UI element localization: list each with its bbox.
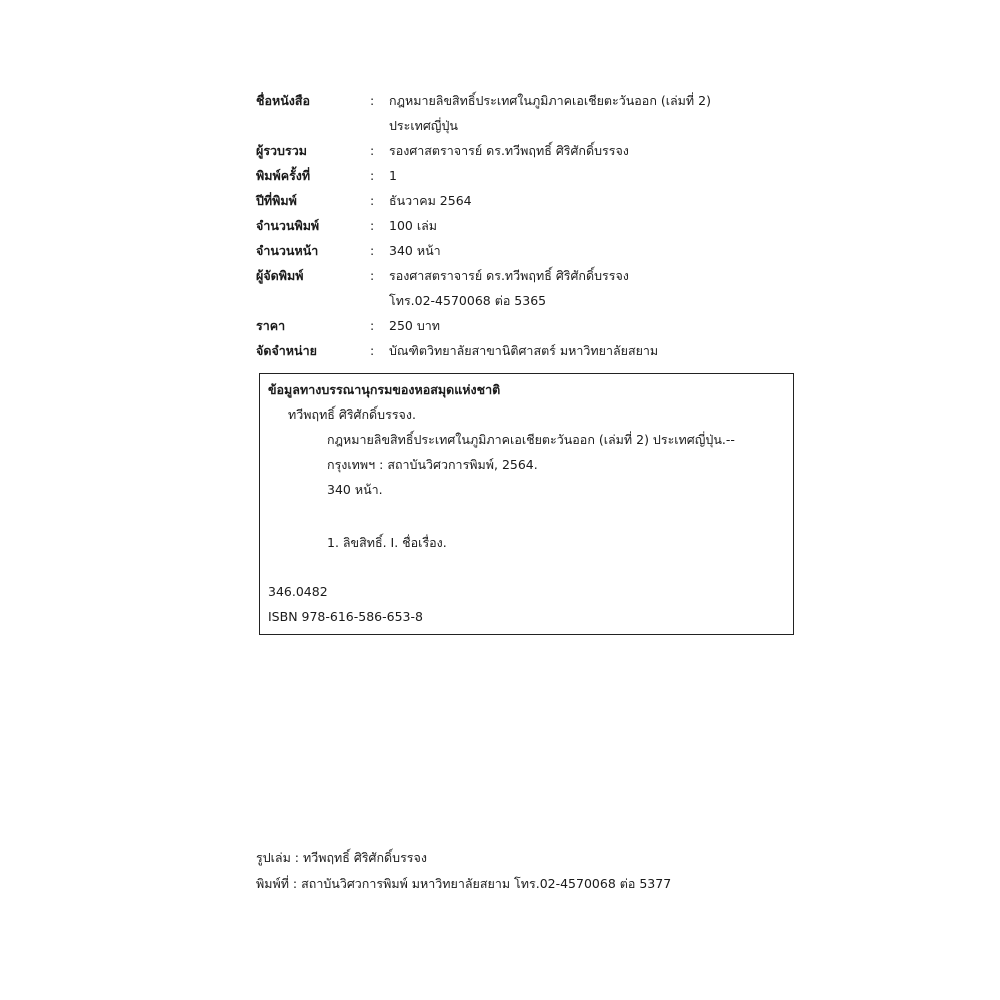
cip-title: กฎหมายลิขสิทธิ์ประเทศในภูมิภาคเอเชียตะวันออก (เล่มที่ 2) ประเทศญี่ปุ่น.-- <box>327 432 735 447</box>
colon: : <box>370 168 375 183</box>
imprint-value <box>389 263 816 313</box>
imprint-row-distributor <box>256 338 816 363</box>
colon: : <box>370 343 375 358</box>
imprint-value-line: รองศาสตราจารย์ ดร.ทวีพฤทธิ์ ศิริศักดิ์บรรจง <box>389 268 629 283</box>
imprint-value-line: รองศาสตราจารย์ ดร.ทวีพฤทธิ์ ศิริศักดิ์บรรจง <box>389 143 629 158</box>
colon: : <box>370 143 375 158</box>
imprint-value-line: กฎหมายลิขสิทธิ์ประเทศในภูมิภาคเอเชียตะวันออก (เล่มที่ 2) <box>389 93 711 108</box>
imprint-value-line: 100 เล่ม <box>389 218 438 233</box>
imprint-value-line: โทร.02-4570068 ต่อ 5365 <box>389 293 547 308</box>
cip-heading: ข้อมูลทางบรรณานุกรมของหอสมุดแห่งชาติ <box>268 382 501 397</box>
footer-design-credit: รูปเล่ม : ทวีพฤทธิ์ ศิริศักดิ์บรรจง <box>256 850 427 865</box>
imprint-value-line: ธันวาคม 2564 <box>389 193 472 208</box>
imprint-value <box>389 313 816 338</box>
cip-author: ทวีพฤทธิ์ ศิริศักดิ์บรรจง. <box>288 407 416 422</box>
colon: : <box>370 218 375 233</box>
imprint-row-compiler <box>256 138 816 163</box>
imprint-label: ปีที่พิมพ์ <box>256 193 297 208</box>
imprint-label: ชื่อหนังสือ <box>256 93 311 108</box>
imprint-table <box>256 88 816 363</box>
imprint-label: ราคา <box>256 318 286 333</box>
imprint-value <box>389 163 816 188</box>
imprint-value-line: 340 หน้า <box>389 243 441 258</box>
cataloging-in-publication-box <box>259 373 794 635</box>
imprint-row-edition <box>256 163 816 188</box>
imprint-row-page-count <box>256 238 816 263</box>
cip-classification: 346.0482 <box>268 584 328 599</box>
imprint-label: ผู้จัดพิมพ์ <box>256 268 304 283</box>
imprint-value <box>389 138 816 163</box>
imprint-value-line: ประเทศญี่ปุ่น <box>389 118 458 133</box>
imprint-value-line: 1 <box>389 168 397 183</box>
cip-publication: กรุงเทพฯ : สถาบันวิศวการพิมพ์, 2564. <box>327 457 538 472</box>
imprint-row-book-title <box>256 88 816 138</box>
imprint-value <box>389 238 816 263</box>
imprint-row-print-run <box>256 213 816 238</box>
colon: : <box>370 243 375 258</box>
imprint-value <box>389 188 816 213</box>
imprint-value <box>389 338 816 363</box>
cip-subjects: 1. ลิขสิทธิ์. I. ชื่อเรื่อง. <box>327 535 447 550</box>
imprint-row-year <box>256 188 816 213</box>
imprint-label: จำนวนหน้า <box>256 243 319 258</box>
cip-pages: 340 หน้า. <box>327 482 383 497</box>
footer-printer-credit: พิมพ์ที่ : สถาบันวิศวการพิมพ์ มหาวิทยาลัยสยาม โทร.02-4570068 ต่อ 5377 <box>256 876 672 891</box>
colon: : <box>370 193 375 208</box>
colon: : <box>370 93 375 108</box>
colon: : <box>370 268 375 283</box>
imprint-value <box>389 213 816 238</box>
imprint-label: จัดจำหน่าย <box>256 343 317 358</box>
imprint-value-line: 250 บาท <box>389 318 441 333</box>
imprint-label: ผู้รวบรวม <box>256 143 307 158</box>
imprint-row-publisher <box>256 263 816 313</box>
imprint-value <box>389 88 816 138</box>
imprint-label: จำนวนพิมพ์ <box>256 218 320 233</box>
colon: : <box>370 318 375 333</box>
imprint-value-line: บัณฑิตวิทยาลัยสาขานิติศาสตร์ มหาวิทยาลัยสยาม <box>389 343 659 358</box>
cip-isbn: ISBN 978-616-586-653-8 <box>268 609 423 624</box>
imprint-row-price <box>256 313 816 338</box>
imprint-label: พิมพ์ครั้งที่ <box>256 168 311 183</box>
